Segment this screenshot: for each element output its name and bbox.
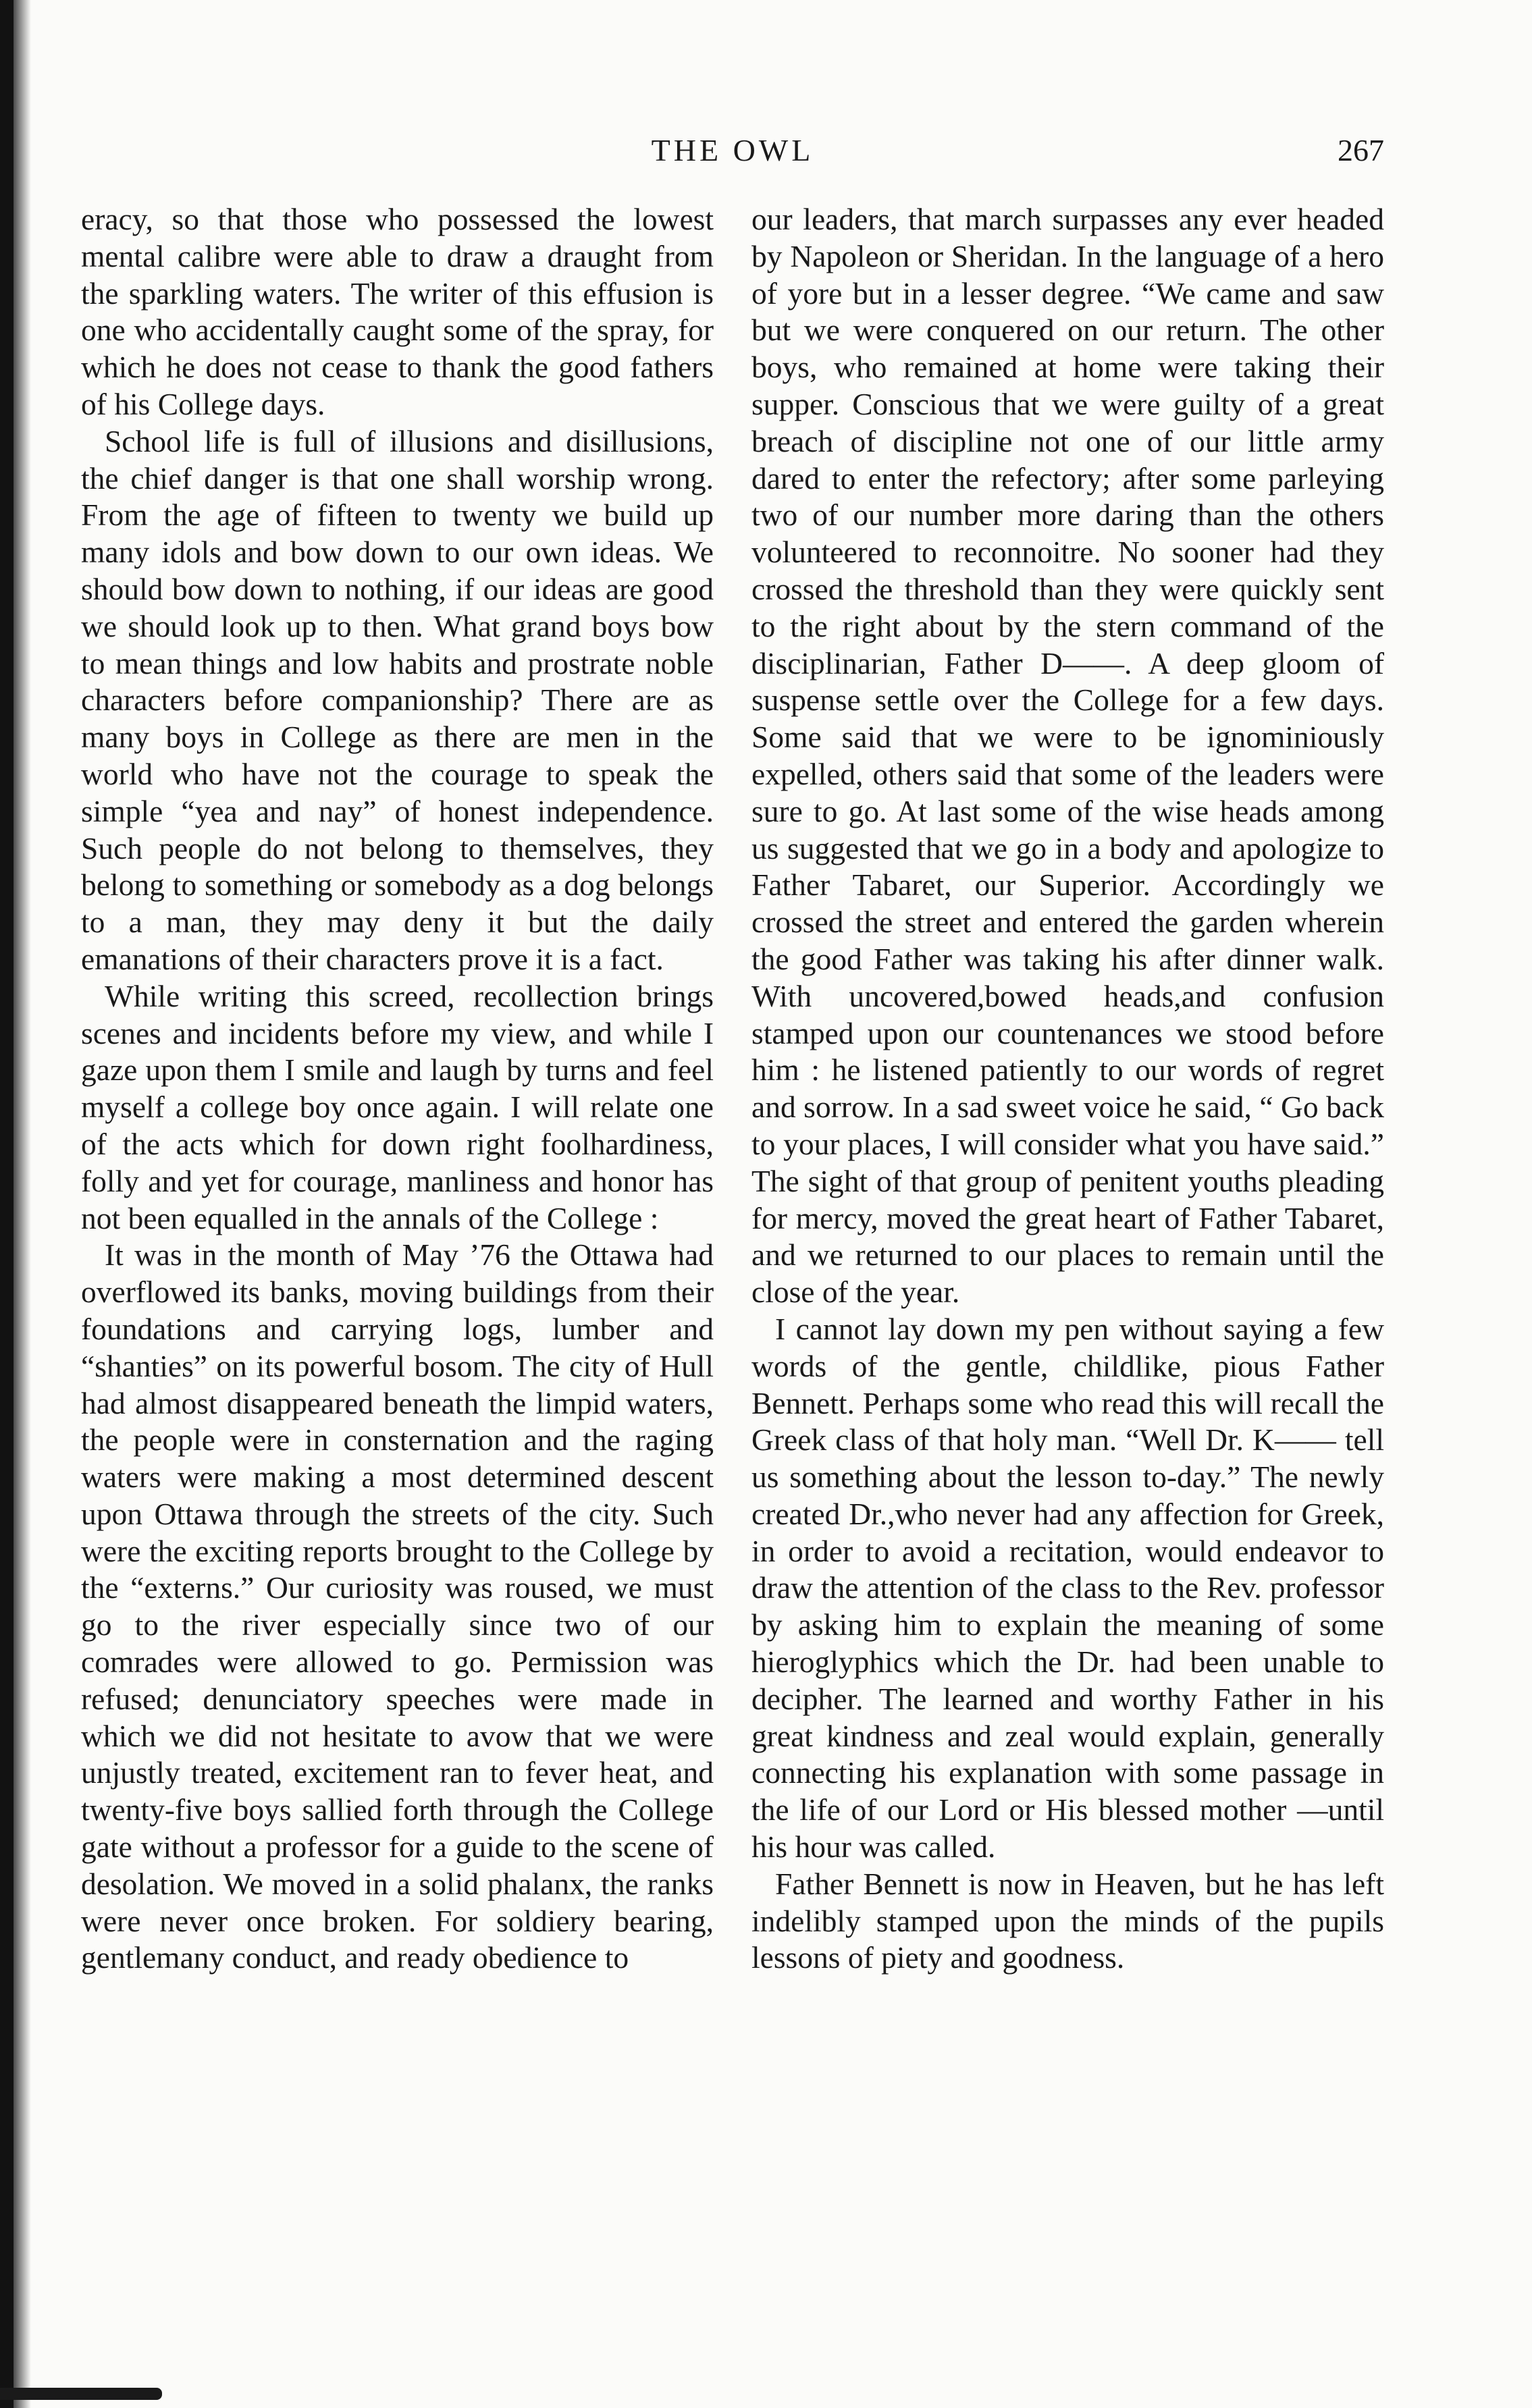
paragraph: our leaders, that march surpasses any ever headed by Napoleon or Sheridan. In the language of a hero of yore but in a lesser degree. “We came and saw but we were conquered on our return. The other boys, who remained at home were taking their supper. Conscious that we were guilty of a great breach of discipline not one of our little army dared to enter the refectory; after some parleying two of our number more daring than the others volunteered to reconnoitre. No sooner had they crossed the threshold than they were quickly sent to the right about by the stern command of the disciplinarian, Father D——. A deep gloom of suspense settle over the College for a few days. Some said that we were to be ignominiously expelled, others said that some of the leaders were sure to go. At last some of the wise heads among us suggested that we go in a body and apologize to Father Tabaret, our Superior. Accordingly we crossed the street and entered the garden wherein the good Father was taking his after dinner walk. With uncovered,bowed heads,and confusion stamped upon our countenances we stood before him : he listened patiently to our words of regret and sorrow. In a sad sweet voice he said, “ Go back to your places, I will consider what you have said.” The sight of that group of penitent youths pleading for mercy, moved the great heart of Father Tabaret, and we returned to our places to remain until the close of the year. (751, 202, 1384, 1310)
page-binding-gradient (14, 0, 31, 2408)
paragraph: eracy, so that those who possessed the lowest mental calibre were able to draw a draught from the sparkling waters. The writer of this effusion is one who accidentally caught some of the spray, for which he does not cease to thank the good fathers of his College days. (81, 202, 714, 421)
page-binding-foot (0, 2388, 162, 2400)
page-binding-shadow (0, 0, 14, 2408)
paragraph: School life is full of illusions and disillusions, the chief danger is that one shall worship wrong. From the age of fifteen to twenty we build up many idols and bow down to our own ideas. We should bow down to nothing, if our ideas are good we should look up to then. What grand boys bow to mean things and low habits and prostrate noble characters before companionship? There are as many boys in College as there are men in the world who have not the courage to speak the simple “yea and nay” of honest independence. Such people do not belong to themselves, they belong to something or somebody as a dog belongs to a man, they may deny it but the daily emanations of their characters prove it is a fact. (81, 423, 714, 976)
page-number: 267 (1338, 133, 1384, 167)
left-column (81, 201, 714, 1977)
paragraph: Father Bennett is now in Heaven, but he has left indelibly stamped upon the minds of the pupils lessons of piety and goodness. (751, 1866, 1384, 1975)
page-header (81, 132, 1384, 180)
paragraph: It was in the month of May ’76 the Ottawa had overflowed its banks, moving buildings from their foundations and carrying logs, lumber and “shanties” on its powerful bosom. The city of Hull had almost disappeared beneath the limpid waters, the people were in consternation and the raging waters were making a most determined descent upon Ottawa through the streets of the city. Such were the exciting reports brought to the College by the “externs.” Our curiosity was roused, we must go to the river especially since two of our comrades were allowed to go. Permission was refused; denunciatory speeches were made in which we did not hesitate to avow that we were unjustly treated, excitement ran to fever heat, and twenty-five boys sallied forth through the College gate without a professor for a guide to the scene of desolation. We moved in a solid phalanx, the ranks were never once broken. For soldiery bearing, gentlemany conduct, and ready obedience to (81, 1237, 714, 1975)
right-column (751, 201, 1384, 1977)
paragraph: While writing this screed, recollection brings scenes and incidents before my view, and while I gaze upon them I smile and laugh by turns and feel myself a college boy once again. I will relate one of the acts which for down right foolhardiness, folly and yet for courage, manliness and honor has not been equalled in the annals of the College : (81, 978, 714, 1235)
running-title: THE OWL (651, 133, 814, 167)
paragraph: I cannot lay down my pen without saying a few words of the gentle, childlike, pious Father Bennett. Perhaps some who read this will recall the Greek class of that holy man. “Well Dr. K—— tell us something about the lesson to-day.” The newly created Dr.,who never had any affection for Greek, in order to avoid a recitation, would endeavor to draw the attention of the class to the Rev. professor by asking him to explain the meaning of some hieroglyphics which the Dr. had been unable to decipher. The learned and worthy Father in his great kindness and zeal would explain, generally connecting his explanation with some passage in the life of our Lord or His blessed mother —until his hour was called. (751, 1311, 1384, 1865)
